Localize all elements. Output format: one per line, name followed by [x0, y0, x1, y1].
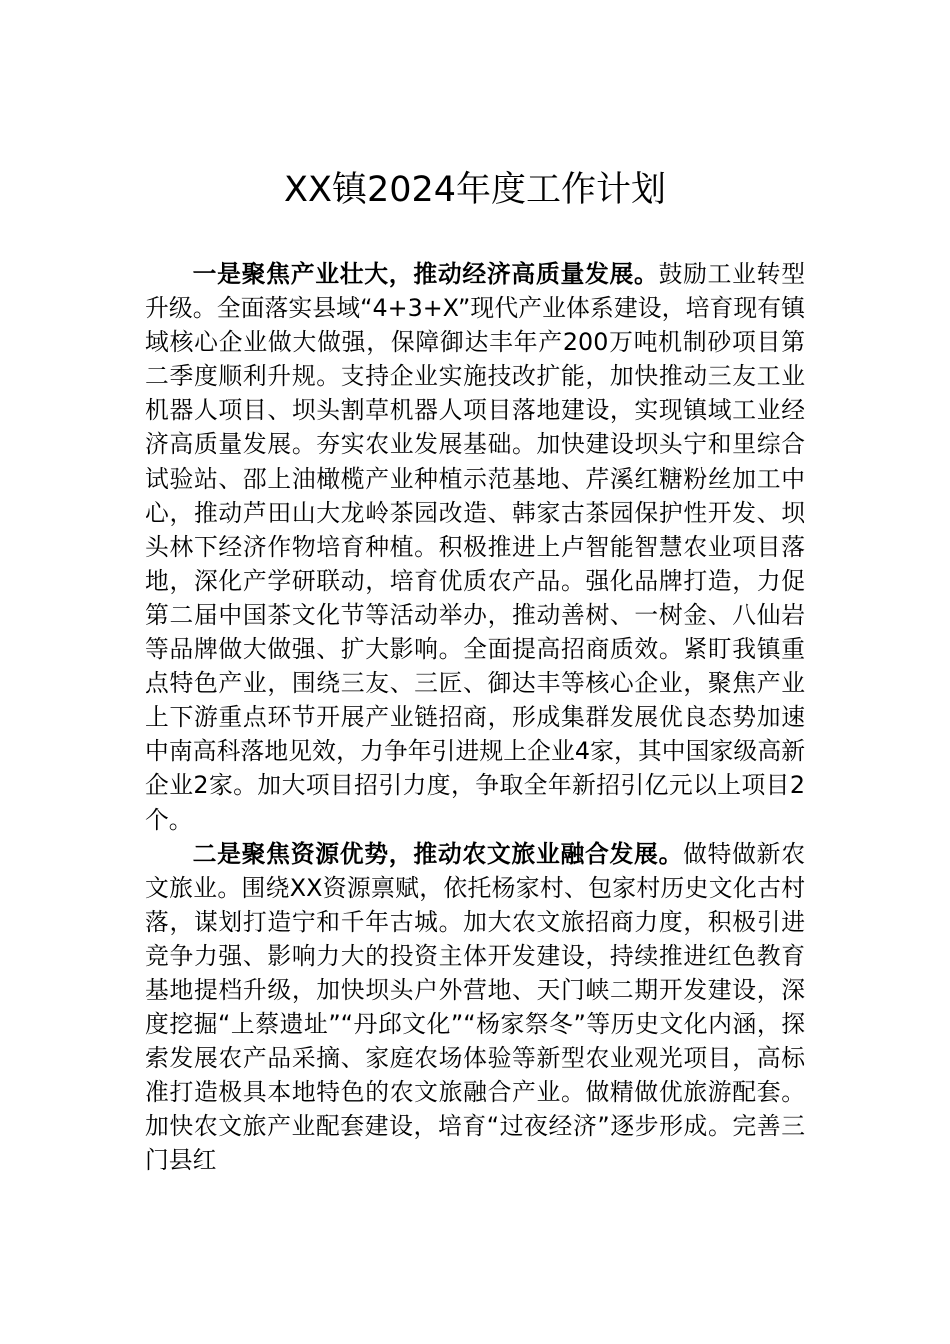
paragraph-industry: [145, 257, 805, 837]
paragraph-text: 鼓励工业转型升级。全面落实县域“4+3+X”现代产业体系建设，培育现有镇域核心企业做大做强，保障御达丰年产200万吨机制砂项目第二季度顺利升规。支持企业实施技改扩能，加快推动三友工业机器人项目、坝头割草机器人项目落地建设，实现镇域工业经济高质量发展。夯实农业发展基础。加快建设坝头宁和里综合试验站、邵上油橄榄产业种植示范基地、芹溪红糖粉丝加工中心，推动芦田山大龙岭茶园改造、韩家古茶园保护性开发、坝头林下经济作物培育种植。积极推进上卢智能智慧农业项目落地，深化产学研联动，培育优质农产品。强化品牌打造，力促第二届中国茶文化节等活动举办，推动善树、一树金、八仙岩等品牌做大做强、扩大影响。全面提高招商质效。紧盯我镇重点特色产业，围绕三友、三匠、御达丰等核心企业，聚焦产业上下游重点环节开展产业链招商，形成集群发展优良态势加速中南高科落地见效，力争年引进规上企业4家，其中国家级高新企业2家。加大项目招引力度，争取全年新招引亿元以上项目2个。: [145, 260, 806, 834]
paragraph-lead: 二是聚焦资源优势，推动农文旅业融合发展。: [192, 839, 684, 868]
document-title: XX镇2024年度工作计划: [283, 170, 667, 210]
document-body: [145, 257, 805, 1178]
paragraph-text: 做特做新农文旅业。围绕XX资源禀赋，依托杨家村、包家村历史文化古村落，谋划打造宁和千年古城。加大农文旅招商力度，积极引进竞争力强、影响力大的投资主体开发建设，持续推进红色教育基地提档升级，加快坝头户外营地、天门峡二期开发建设，深度挖掘“上蔡遗址”“丹邱文化”“杨家祭冬”等历史文化内涵，探索发展农产品采摘、家庭农场体验等新型农业观光项目，高标准打造极具本地特色的农文旅融合产业。做精做优旅游配套。加快农文旅产业配套建设，培育“过夜经济”逐步形成。完善三门县红: [145, 839, 806, 1175]
paragraph-lead: 一是聚焦产业壮大，推动经济高质量发展。: [192, 260, 659, 288]
paragraph-tourism: [145, 837, 805, 1178]
